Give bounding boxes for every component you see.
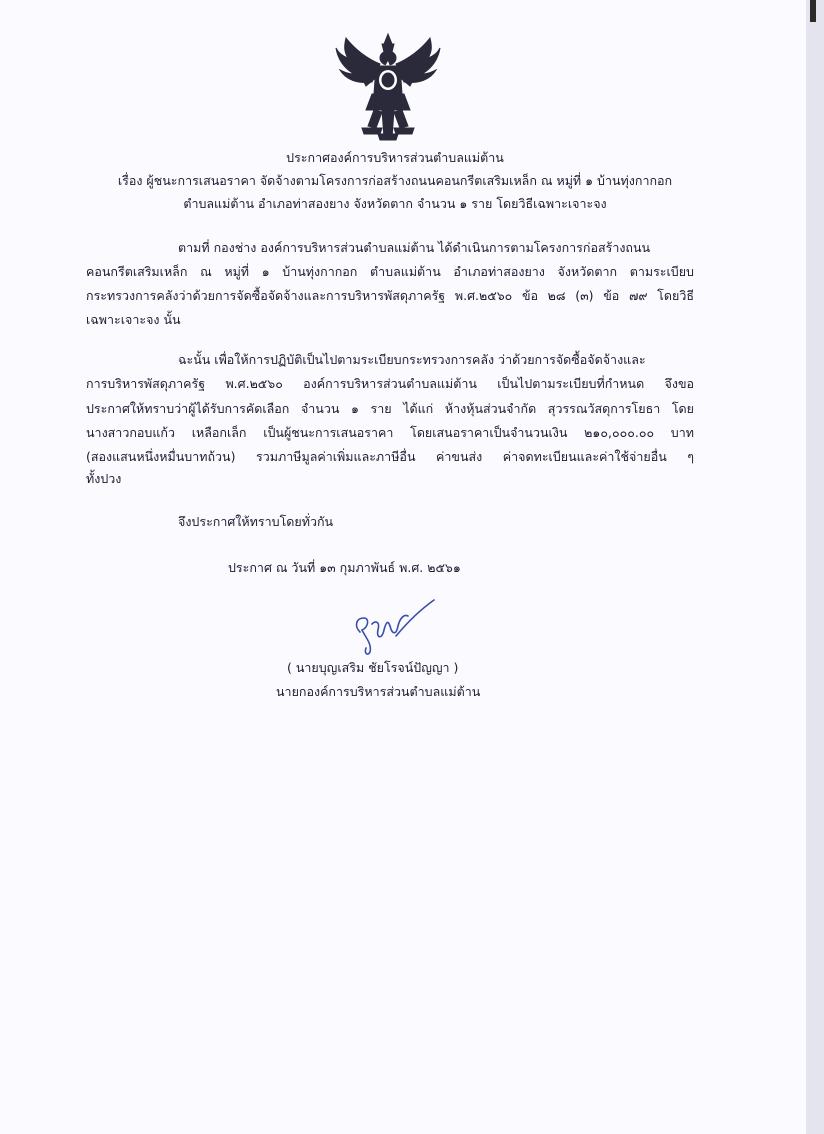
handwritten-signature <box>346 596 442 660</box>
paragraph2-line4: นางสาวกอบแก้ว เหลือกเล็ก เป็นผู้ชนะการเสนอราคา โดยเสนอราคาเป็นจำนวนเงิน ๒๑๐,๐๐๐.๐๐ บาท <box>86 425 694 440</box>
scan-edge-mark <box>810 0 816 22</box>
signatory-position: นายกองค์การบริหารส่วนตำบลแม่ต้าน <box>276 684 481 699</box>
paragraph1-line2: คอนกรีตเสริมเหล็ก ณ หมู่ที่ ๑ บ้านทุ่งกากอก ตำบลแม่ต้าน อำเภอท่าสองยาง จังหวัดตาก ตามระเบียบ <box>86 264 694 279</box>
signatory-name: ( นายบุญเสริม ชัยโรจน์ปัญญา ) <box>287 660 459 675</box>
paragraph2-line1: ฉะนั้น เพื่อให้การปฏิบัติเป็นไปตามระเบียบกระทรวงการคลัง ว่าด้วยการจัดซื้อจัดจ้างและ <box>178 352 646 367</box>
subject-line-1: เรื่อง ผู้ชนะการเสนอราคา จัดจ้างตามโครงการก่อสร้างถนนคอนกรีตเสริมเหล็ก ณ หมู่ที่ ๑ บ้านทุ่งกากอก <box>117 173 673 188</box>
garuda-emblem-icon <box>332 30 444 142</box>
paragraph2-line5: (สองแสนหนึ่งหมื่นบาทถ้วน) รวมภาษีมูลค่าเพิ่มและภาษีอื่น ค่าขนส่ง ค่าจดทะเบียนและค่าใช้จ่ายอื่น ๆ <box>86 449 694 464</box>
announcement-date: ประกาศ ณ วันที่ ๑๓ กุมภาพันธ์ พ.ศ. ๒๕๖๑ <box>228 560 461 575</box>
paragraph1-line1: ตามที่ กองช่าง องค์การบริหารส่วนตำบลแม่ต้าน ได้ดำเนินการตามโครงการก่อสร้างถนน <box>178 240 651 255</box>
paragraph1-line4: เฉพาะเจาะจง นั้น <box>86 312 181 327</box>
scan-edge <box>806 0 824 1134</box>
paragraph2-line2: การบริหารพัสดุภาครัฐ พ.ศ.๒๕๖๐ องค์การบริหารส่วนตำบลแม่ต้าน เป็นไปตามระเบียบที่กำหนด จึงขอ <box>86 376 694 391</box>
closing-statement: จึงประกาศให้ทราบโดยทั่วกัน <box>178 514 334 529</box>
subject-line-2: ตำบลแม่ต้าน อำเภอท่าสองยาง จังหวัดตาก จำนวน ๑ ราย โดยวิธีเฉพาะเจาะจง <box>183 196 607 211</box>
paragraph2-line3: ประกาศให้ทราบว่าผู้ได้รับการคัดเลือก จำนวน ๑ ราย ได้แก่ ห้างหุ้นส่วนจำกัด สุวรรณวัสดุการโยธา โดย <box>86 401 694 416</box>
paragraph1-line3: กระทรวงการคลังว่าด้วยการจัดซื้อจัดจ้างและการบริหารพัสดุภาครัฐ พ.ศ.๒๕๖๐ ข้อ ๒๘ (๓) ข้อ ๗๙ โดยวิธี <box>86 288 694 303</box>
paragraph2-line6: ทั้งปวง <box>86 471 122 486</box>
document-title: ประกาศองค์การบริหารส่วนตำบลแม่ต้าน <box>286 150 504 165</box>
